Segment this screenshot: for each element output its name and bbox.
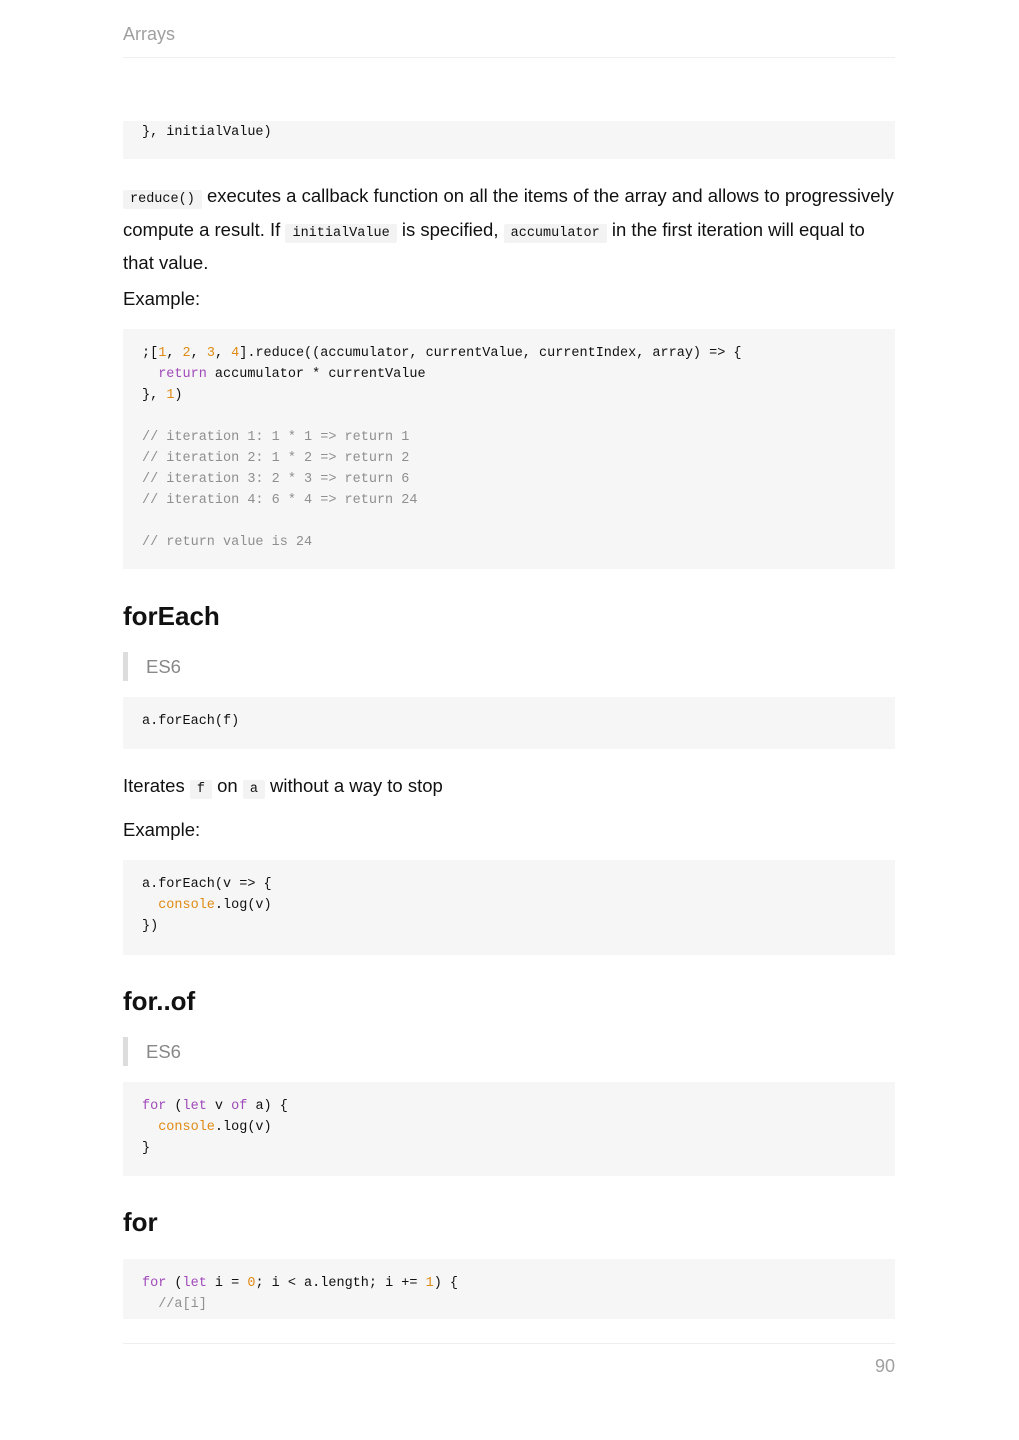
code-comment: // iteration 2: 1 * 2 => return 2: [142, 451, 410, 466]
code-number: 1: [425, 1276, 434, 1291]
code-text: ].reduce((accumulator, currentValue, currentIndex, array) => {: [239, 346, 742, 361]
text-run: is specified,: [396, 218, 504, 240]
es6-badge-for-of: ES6: [123, 1037, 181, 1066]
code-text: }: [142, 1141, 151, 1156]
code-number: 4: [231, 346, 240, 361]
inline-code-a: a: [243, 780, 265, 799]
code-keyword: let: [182, 1276, 207, 1291]
code-comment: // iteration 3: 2 * 3 => return 6: [142, 472, 410, 487]
code-text: ): [174, 388, 183, 403]
code-text: .log(v): [214, 1120, 272, 1135]
code-text: accumulator * currentValue: [206, 367, 426, 382]
code-block-reduce-tail: [123, 121, 895, 159]
code-text: a) {: [247, 1099, 288, 1114]
code-comment: // return value is 24: [142, 535, 313, 550]
code-text: a.forEach(v => {: [142, 877, 272, 892]
code-text: }): [142, 919, 159, 934]
inline-code-f: f: [190, 780, 212, 799]
code-text: ) {: [433, 1276, 459, 1291]
inline-code-reduce: reduce(): [123, 190, 202, 209]
code-comment: //a[i]: [158, 1297, 207, 1312]
inline-code-accumulator: accumulator: [504, 224, 607, 243]
code-block-reduce-example: ;[1, 2, 3, 4].reduce((accumulator, currentValue, currentIndex, array) => { return accumulator * currentValue }, 1) // iteration 1: 1 * 1 => return 1 // iteration 2: 1 * 2 => return 2 // iteration 3: 2 * 3 => return 6 // iteration 4: 6 * 4 => return 24 // return value is 24: [123, 329, 895, 569]
code-text: ;[: [142, 346, 159, 361]
code-text: a.forEach(f): [142, 714, 240, 729]
footer-divider: [123, 1343, 895, 1344]
example-label: Example:: [123, 819, 201, 840]
code-keyword: of: [231, 1099, 248, 1114]
code-text: ; i < a.length; i +=: [255, 1276, 426, 1291]
code-text: v: [206, 1099, 232, 1114]
code-block-foreach-signature: [123, 697, 895, 749]
code-number: 1: [166, 388, 175, 403]
heading-for: for: [123, 1207, 158, 1237]
code-keyword: return: [158, 367, 207, 382]
es6-badge-foreach: ES6: [123, 652, 181, 681]
example-label: Example:: [123, 288, 201, 309]
code-text: i =: [206, 1276, 248, 1291]
page-number: 90: [874, 1356, 895, 1376]
code-line: }, initialValue): [142, 125, 272, 140]
text-run: Iterates: [123, 775, 190, 796]
running-header: Arrays: [123, 24, 895, 58]
code-keyword: for: [142, 1276, 167, 1291]
heading-for-of: for..of: [123, 986, 196, 1016]
code-keyword: let: [182, 1099, 207, 1114]
foreach-description: [123, 771, 895, 805]
code-number: 2: [182, 346, 191, 361]
code-block-for-of: [123, 1082, 895, 1176]
code-number: 3: [206, 346, 215, 361]
text-run: on: [211, 775, 243, 796]
code-block-foreach-example: [123, 860, 895, 955]
code-block-for: [123, 1259, 895, 1319]
reduce-description: [123, 181, 895, 278]
inline-code-initialvalue: initialValue: [285, 224, 396, 243]
code-text: (: [166, 1099, 183, 1114]
text-run: without a way to stop: [264, 775, 443, 796]
code-number: 1: [158, 346, 167, 361]
code-builtin: console: [158, 898, 215, 913]
code-comment: // iteration 4: 6 * 4 => return 24: [142, 493, 418, 508]
code-text: },: [142, 388, 167, 403]
heading-foreach: forEach: [123, 601, 220, 631]
code-builtin: console: [158, 1120, 215, 1135]
text-run: in the first iteration will equal to that value.: [123, 218, 865, 273]
text-run: executes a callback function on all the items of the array and allows to progressively compute a result. If: [123, 185, 894, 240]
code-comment: // iteration 1: 1 * 1 => return 1: [142, 430, 410, 445]
code-text: (: [166, 1276, 183, 1291]
code-number: 0: [247, 1276, 256, 1291]
code-keyword: for: [142, 1099, 167, 1114]
code-text: .log(v): [214, 898, 272, 913]
